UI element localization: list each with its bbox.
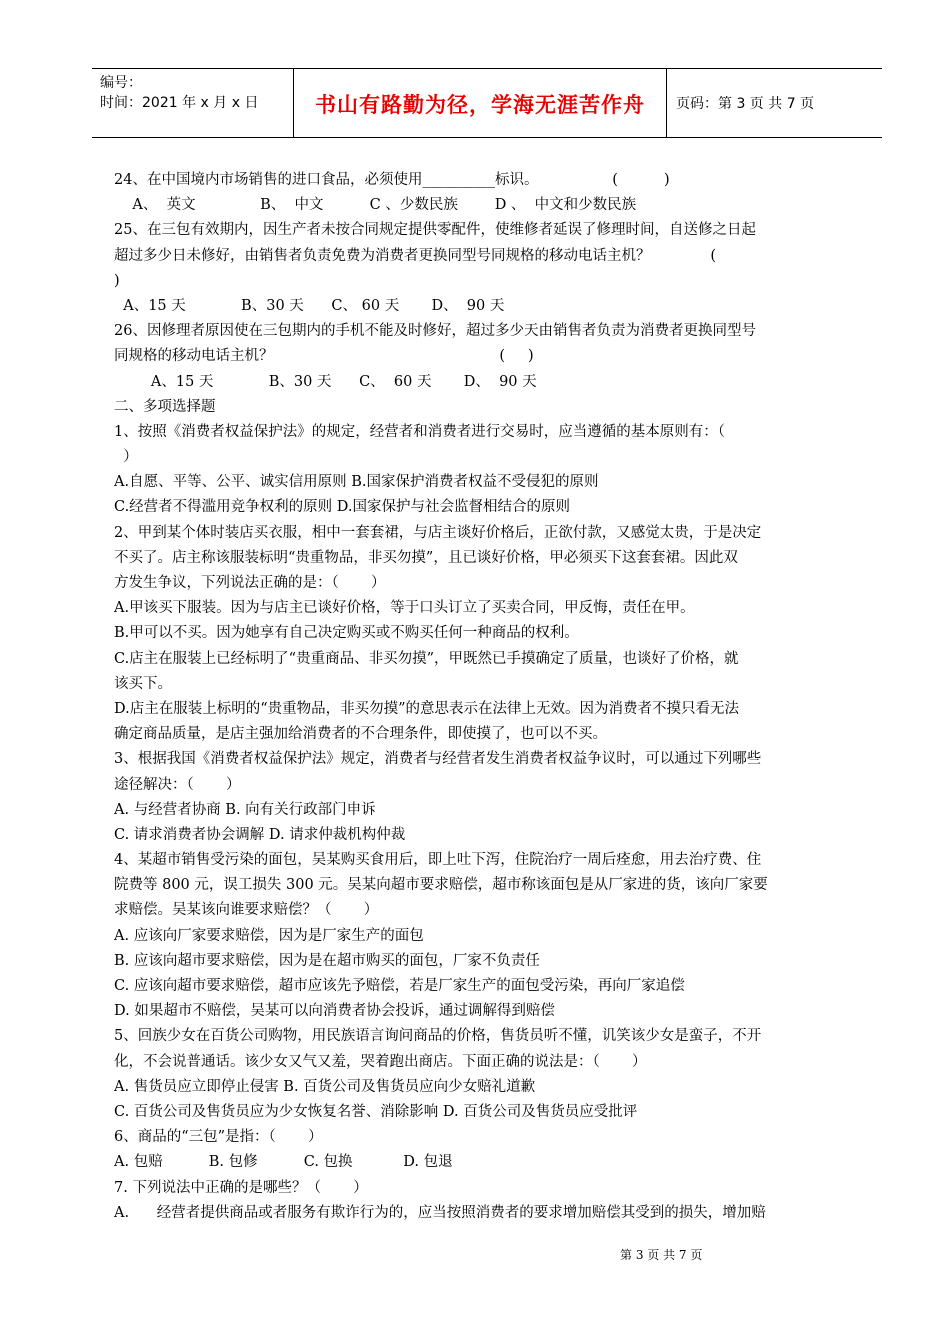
text-line: A. 应该向厂家要求赔偿，因为是厂家生产的面包 (114, 927, 424, 944)
text-line: ） (114, 449, 138, 466)
text-line: 4、某超市销售受污染的面包，吴某购买食用后，即上吐下泻，住院治疗一周后痊愈，用去治疗费、住 (114, 852, 762, 869)
text-line: A. 售货员应立即停止侵害 B. 百货公司及售货员应向少女赔礼道歉 (114, 1078, 536, 1095)
text-line: A. 经营者提供商品或者服务有欺诈行为的，应当按照消费者的要求增加赔偿其受到的损失，增加赔 (114, 1204, 766, 1221)
text-line: 途径解决：（ ） (114, 776, 241, 793)
text-line: A.甲该买下服装。因为与店主已谈好价格，等于口头订立了买卖合同，甲反悔，责任在甲。 (114, 600, 695, 617)
text-line: A、 英文 B、 中文 C 、少数民族 D 、 中文和少数民族 (114, 197, 637, 214)
text-line: 同规格的移动电话主机？ ( ) (114, 348, 534, 365)
page-footer: 第 3 页 共 7 页 (620, 1248, 703, 1262)
text-line: 该买下。 (114, 675, 172, 692)
serial-label: 编号： (100, 75, 142, 91)
text-line: 超过多少日未修好，由销售者负责免费为消费者更换同型号同规格的移动电话主机？ ( (114, 247, 717, 264)
text-line: A、15 天 B、30 天 C、 60 天 D、 90 天 (114, 373, 537, 390)
text-line: A. 包赔 B. 包修 C. 包换 D. 包退 (114, 1154, 453, 1171)
text-line: 二、多项选择题 (114, 398, 216, 415)
text-line: C. 请求消费者协会调解 D. 请求仲裁机构仲裁 (114, 826, 406, 843)
text-line: 24、在中国境内市场销售的进口食品，必须使用__________标识。 ( ) (114, 172, 670, 188)
header-left (100, 73, 258, 113)
text-line: C. 百货公司及售货员应为少女恢复名誉、消除影响 D. 百货公司及售货员应受批评 (114, 1103, 638, 1120)
text-line: 院费等 800 元，误工损失 300 元。吴某向超市要求赔偿，超市称该面包是从厂家进的货，该向厂家要 (114, 877, 768, 894)
text-line: C.经营者不得滥用竞争权利的原则 D.国家保护与社会监督相结合的原则 (114, 499, 571, 516)
text-line: B. 应该向超市要求赔偿，因为是在超市购买的面包，厂家不负责任 (114, 952, 540, 969)
text-line: 1、按照《消费者权益保护法》的规定，经营者和消费者进行交易时，应当遵循的基本原则有：（ (114, 423, 725, 440)
motto-text: 书山有路勤为径，学海无涯苦作舟 (315, 93, 645, 117)
text-line: ) (114, 272, 120, 289)
text-line: 2、甲到某个体时装店买衣服，相中一套套裙，与店主谈好价格后，正欲付款，又感觉太贵，于是决定 (114, 524, 762, 541)
text-line: A、15 天 B、30 天 C、 60 天 D、 90 天 (114, 297, 505, 314)
text-line: 化，不会说普通话。该少女又气又羞，哭着跑出商店。下面正确的说法是：（ ） (114, 1053, 647, 1070)
text-line: A. 与经营者协商 B. 向有关行政部门申诉 (114, 801, 376, 818)
text-line: 6、商品的“三包”是指：（ ） (114, 1129, 323, 1146)
page-header (92, 68, 882, 138)
text-line: B.甲可以不买。因为她享有自己决定购买或不购买任何一种商品的权利。 (114, 625, 579, 642)
header-motto-box (293, 69, 667, 137)
text-line: A.自愿、平等、公平、诚实信用原则 B.国家保护消费者权益不受侵犯的原则 (114, 474, 599, 491)
text-line: 不买了。店主称该服装标明“贵重物品，非买勿摸”，且已谈好价格，甲必须买下这套套裙。因此双 (114, 549, 738, 566)
text-line: D. 如果超市不赔偿，吴某可以向消费者协会投诉，通过调解得到赔偿 (114, 1003, 555, 1020)
text-line: 3、根据我国《消费者权益保护法》规定，消费者与经营者发生消费者权益争议时，可以通过下列哪些 (114, 751, 762, 768)
text-line: C.店主在服装上已经标明了“贵重商品、非买勿摸”，甲既然已手摸确定了质量，也谈好了价格，就 (114, 650, 739, 667)
text-line: C. 应该向超市要求赔偿，超市应该先予赔偿，若是厂家生产的面包受污染，再向厂家追偿 (114, 978, 685, 994)
text-line: 7. 下列说法中正确的是哪些？（ ） (114, 1179, 368, 1196)
text-line: 确定商品质量，是店主强加给消费者的不合理条件，即使摸了，也可以不买。 (114, 726, 607, 743)
text-line: 26、因修理者原因使在三包期内的手机不能及时修好，超过多少天由销售者负责为消费者更换同型号 (114, 323, 756, 340)
text-line: 5、回族少女在百货公司购物，用民族语言询问商品的价格，售货员听不懂，讥笑该少女是蛮子，不开 (114, 1028, 762, 1045)
text-line: 25、在三包有效期内，因生产者未按合同规定提供零配件，使维修者延误了修理时间，自送修之日起 (114, 222, 756, 239)
text-line: D.店主在服装上标明的“贵重物品，非买勿摸”的意思表示在法律上无效。因为消费者不摸只看无法 (114, 700, 740, 717)
text-line: 求赔偿。吴某该向谁要求赔偿？（ ） (114, 902, 379, 919)
document-body (114, 168, 860, 1226)
text-line: 方发生争议，下列说法正确的是：（ ） (114, 575, 386, 591)
page-label: 页码：第 3 页 共 7 页 (676, 96, 815, 112)
time-label: 时间：2021 年 x 月 x 日 (100, 95, 259, 111)
